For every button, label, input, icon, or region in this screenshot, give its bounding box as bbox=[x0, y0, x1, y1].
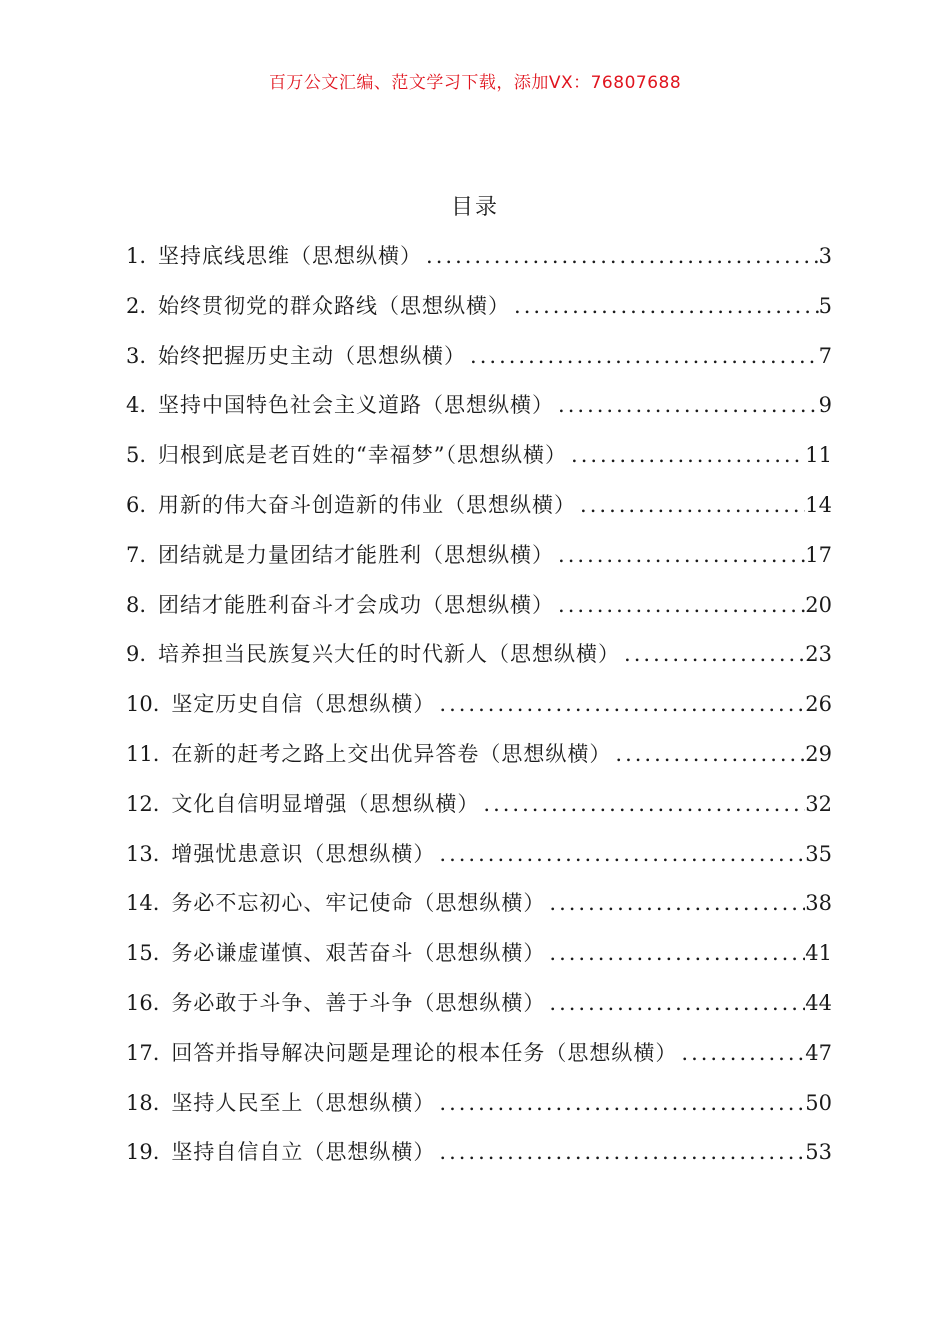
toc-entry-page-number: 29 bbox=[805, 741, 832, 766]
toc-entry-page-number: 9 bbox=[818, 393, 832, 418]
toc-entry-number: 3. bbox=[126, 343, 147, 368]
toc-entry-page-number: 44 bbox=[805, 990, 832, 1015]
toc-entry[interactable] bbox=[126, 284, 832, 334]
toc-entry-title: 在新的赶考之路上交出优异答卷（思想纵横） bbox=[171, 741, 612, 766]
toc-entry-title: 归根到底是老百姓的“幸福梦”（思想纵横） bbox=[158, 443, 568, 468]
toc-entry-title: 坚定历史自信（思想纵横） bbox=[171, 692, 436, 717]
toc-entry-number: 13. bbox=[126, 841, 160, 866]
toc-dot-leader bbox=[611, 732, 805, 776]
toc-dot-leader bbox=[545, 931, 805, 975]
toc-entry[interactable] bbox=[126, 583, 832, 633]
toc-dot-leader bbox=[435, 832, 805, 876]
toc-entry-number: 10. bbox=[126, 692, 160, 717]
toc-entry[interactable] bbox=[126, 732, 832, 782]
toc-dot-leader bbox=[554, 533, 805, 577]
toc-dot-leader bbox=[620, 632, 805, 676]
toc-entry-title: 坚持底线思维（思想纵横） bbox=[158, 244, 423, 268]
toc-entry-title: 务必不忘初心、牢记使命（思想纵横） bbox=[171, 891, 546, 916]
toc-dot-leader bbox=[422, 234, 819, 278]
toc-entry-page-number: 7 bbox=[818, 343, 832, 368]
toc-dot-leader bbox=[554, 583, 805, 627]
toc-entry-number: 1. bbox=[126, 244, 147, 268]
toc-entry[interactable] bbox=[126, 782, 832, 832]
toc-entry[interactable] bbox=[126, 682, 832, 732]
toc-dot-leader bbox=[435, 682, 805, 726]
toc-dot-leader bbox=[466, 334, 819, 378]
toc-entry-title: 培养担当民族复兴大任的时代新人（思想纵横） bbox=[158, 642, 621, 667]
toc-entry-page-number: 17 bbox=[805, 542, 832, 567]
toc-entry-number: 9. bbox=[126, 642, 147, 667]
toc-entry-title: 用新的伟大奋斗创造新的伟业（思想纵横） bbox=[158, 492, 577, 517]
toc-entry-number: 4. bbox=[126, 393, 147, 418]
toc-entry-page-number: 20 bbox=[805, 592, 832, 617]
toc-entry[interactable] bbox=[126, 533, 832, 583]
toc-entry-title: 始终贯彻党的群众路线（思想纵横） bbox=[158, 293, 511, 318]
toc-entry-number: 5. bbox=[126, 443, 147, 468]
toc-entry-title: 坚持人民至上（思想纵横） bbox=[171, 1090, 436, 1115]
toc-entry-title: 坚持中国特色社会主义道路（思想纵横） bbox=[158, 393, 555, 418]
toc-title: 目录 bbox=[450, 195, 499, 220]
toc-dot-leader bbox=[545, 981, 805, 1025]
toc-entry[interactable] bbox=[126, 1130, 832, 1180]
toc-dot-leader bbox=[567, 433, 805, 477]
toc-entry-page-number: 26 bbox=[805, 692, 832, 717]
toc-entry-page-number: 3 bbox=[818, 244, 832, 268]
toc-entry-number: 19. bbox=[126, 1140, 160, 1165]
toc-entry-number: 14. bbox=[126, 891, 160, 916]
toc-entry-number: 16. bbox=[126, 990, 160, 1015]
toc-entry-title: 务必谦虚谨慎、艰苦奋斗（思想纵横） bbox=[171, 941, 546, 966]
toc-entry-title: 始终把握历史主动（思想纵横） bbox=[158, 343, 467, 368]
toc-entry[interactable] bbox=[126, 433, 832, 483]
toc-entry-number: 2. bbox=[126, 293, 147, 318]
toc-entry-page-number: 47 bbox=[805, 1040, 832, 1065]
toc-entry[interactable] bbox=[126, 931, 832, 981]
toc-entry[interactable] bbox=[126, 632, 832, 682]
toc-entry-title: 增强忧患意识（思想纵横） bbox=[171, 841, 436, 866]
toc-entry[interactable] bbox=[126, 234, 832, 284]
toc-entry-page-number: 35 bbox=[805, 841, 832, 866]
toc-list bbox=[126, 234, 832, 1180]
toc-entry-page-number: 5 bbox=[818, 293, 832, 318]
toc-entry-title: 回答并指导解决问题是理论的根本任务（思想纵横） bbox=[171, 1040, 678, 1065]
toc-entry[interactable] bbox=[126, 1031, 832, 1081]
toc-dot-leader bbox=[554, 383, 819, 427]
toc-dot-leader bbox=[479, 782, 805, 826]
toc-entry[interactable] bbox=[126, 832, 832, 882]
toc-entry-number: 18. bbox=[126, 1090, 160, 1115]
toc-entry-page-number: 38 bbox=[805, 891, 832, 916]
toc-entry-page-number: 50 bbox=[805, 1090, 832, 1115]
toc-entry-title: 团结才能胜利奋斗才会成功（思想纵横） bbox=[158, 592, 555, 617]
toc-dot-leader bbox=[576, 483, 805, 527]
toc-dot-leader bbox=[545, 881, 805, 925]
header-watermark-text: 百万公文汇编、范文学习下载，添加VX：76807688 bbox=[268, 73, 682, 93]
toc-dot-leader bbox=[677, 1031, 805, 1075]
toc-entry-title: 团结就是力量团结才能胜利（思想纵横） bbox=[158, 542, 555, 567]
toc-entry-page-number: 32 bbox=[805, 791, 832, 816]
toc-entry-number: 8. bbox=[126, 592, 147, 617]
toc-entry[interactable] bbox=[126, 383, 832, 433]
toc-entry-title: 坚持自信自立（思想纵横） bbox=[171, 1140, 436, 1165]
toc-entry[interactable] bbox=[126, 981, 832, 1031]
toc-entry[interactable] bbox=[126, 1081, 832, 1131]
toc-dot-leader bbox=[510, 284, 819, 328]
toc-entry-page-number: 53 bbox=[805, 1140, 832, 1165]
toc-entry-page-number: 41 bbox=[805, 941, 832, 966]
toc-entry[interactable] bbox=[126, 334, 832, 384]
toc-entry[interactable] bbox=[126, 881, 832, 931]
toc-entry-number: 6. bbox=[126, 492, 147, 517]
toc-entry-number: 17. bbox=[126, 1040, 160, 1065]
toc-entry-page-number: 11 bbox=[805, 443, 832, 468]
toc-dot-leader bbox=[435, 1081, 805, 1125]
toc-entry-page-number: 14 bbox=[805, 492, 832, 517]
toc-entry[interactable] bbox=[126, 483, 832, 533]
toc-dot-leader bbox=[435, 1130, 805, 1174]
toc-entry-number: 7. bbox=[126, 542, 147, 567]
toc-entry-page-number: 23 bbox=[805, 642, 832, 667]
toc-entry-number: 12. bbox=[126, 791, 160, 816]
toc-entry-title: 务必敢于斗争、善于斗争（思想纵横） bbox=[171, 990, 546, 1015]
toc-entry-title: 文化自信明显增强（思想纵横） bbox=[171, 791, 480, 816]
toc-entry-number: 15. bbox=[126, 941, 160, 966]
toc-entry-number: 11. bbox=[126, 741, 160, 766]
